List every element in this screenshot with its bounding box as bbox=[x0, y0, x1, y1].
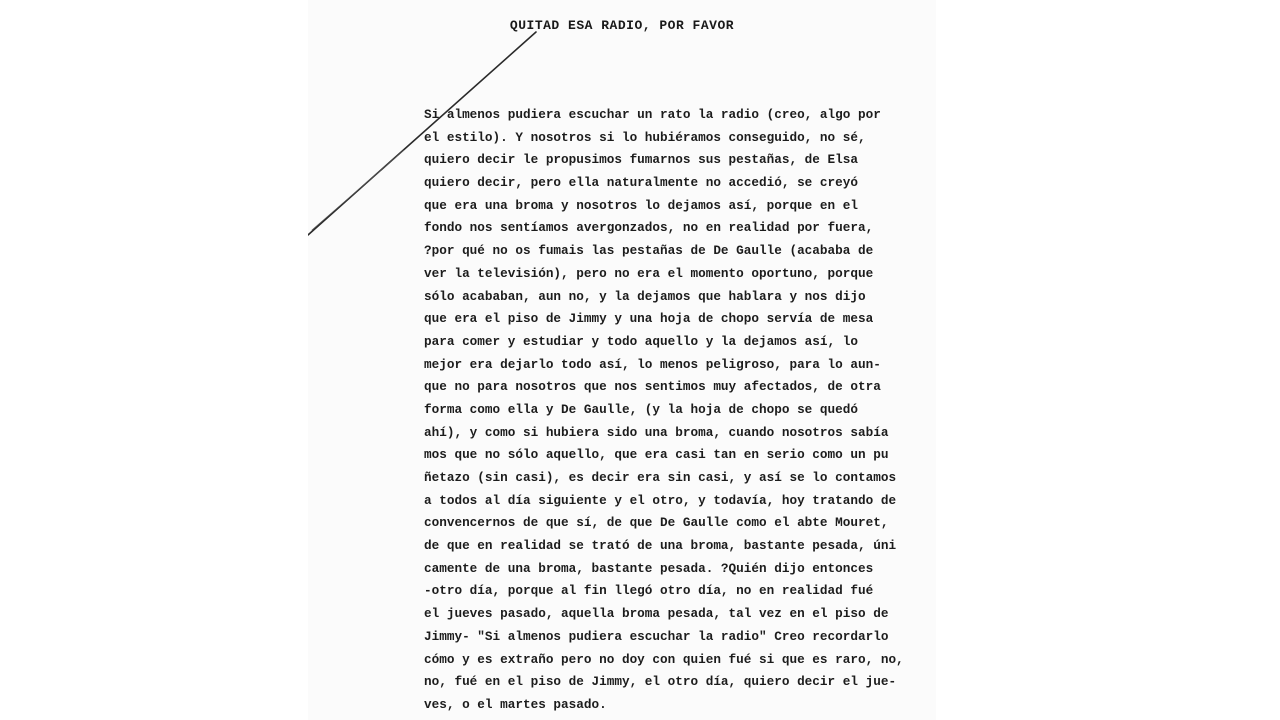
text-line: camente de una broma, bastante pesada. ?Quién dijo entonces bbox=[424, 560, 874, 576]
text-line: ñetazo (sin casi), es decir era sin casi, y así se lo contamos bbox=[424, 470, 897, 485]
text-line: que era el piso de Jimmy y una hoja de chopo servía de mesa bbox=[424, 311, 874, 327]
text-line: sólo acababan, aun no, y la dejamos que hablara y nos dijo bbox=[424, 288, 866, 304]
text-line: de que en realidad se trató de una broma, bastante pesada, úni bbox=[424, 538, 897, 554]
text-line: para comer y estudiar y todo aquello y la dejamos así, lo bbox=[424, 333, 858, 349]
text-line: mos que no sólo aquello, que era casi tan en serio como un pu bbox=[424, 447, 889, 463]
text-line: ver la televisión), pero no era el momento oportuno, porque bbox=[424, 265, 874, 281]
text-line: forma como ella y De Gaulle, (y la hoja de chopo se quedó bbox=[424, 401, 858, 417]
text-line: fondo nos sentíamos avergonzados, no en realidad por fuera, bbox=[424, 220, 874, 236]
text-line: Si almenos pudiera escuchar un rato la radio (creo, algo por bbox=[424, 107, 881, 122]
text-line: convencernos de que sí, de que De Gaulle como el abte Mouret, bbox=[424, 515, 889, 531]
text-line: mejor era dejarlo todo así, lo menos peligroso, para lo aun- bbox=[424, 356, 881, 372]
text-line: quiero decir le propusimos fumarnos sus pestañas, de Elsa bbox=[424, 152, 858, 168]
text-line: que era una broma y nosotros lo dejamos así, porque en el bbox=[424, 197, 858, 213]
text-line: ves, o el martes pasado. bbox=[424, 696, 607, 712]
document-body bbox=[424, 104, 934, 717]
text-line: que no para nosotros que nos sentimos muy afectados, de otra bbox=[424, 379, 881, 395]
text-line: -otro día, porque al fin llegó otro día, no en realidad fué bbox=[424, 583, 874, 599]
typewritten-page bbox=[308, 0, 936, 720]
text-line: ?por qué no os fumais las pestañas de De Gaulle (acababa de bbox=[424, 243, 874, 259]
text-line: a todos al día siguiente y el otro, y todavía, hoy tratando de bbox=[424, 492, 897, 508]
text-line: cómo y es extraño pero no doy con quien fué si que es raro, no, bbox=[424, 651, 904, 667]
text-line: Jimmy- "Si almenos pudiera escuchar la radio" Creo recordarlo bbox=[424, 628, 889, 644]
document-title: QUITAD ESA RADIO, POR FAVOR bbox=[509, 18, 735, 33]
text-line: no, fué en el piso de Jimmy, el otro día, quiero decir el jue- bbox=[424, 674, 897, 690]
text-line: el jueves pasado, aquella broma pesada, tal vez en el piso de bbox=[424, 606, 889, 622]
text-line: el estilo). Y nosotros si lo hubiéramos conseguido, no sé, bbox=[424, 129, 866, 145]
text-line: quiero decir, pero ella naturalmente no accedió, se creyó bbox=[424, 175, 858, 191]
text-line: ahí), y como si hubiera sido una broma, cuando nosotros sabía bbox=[424, 424, 889, 440]
